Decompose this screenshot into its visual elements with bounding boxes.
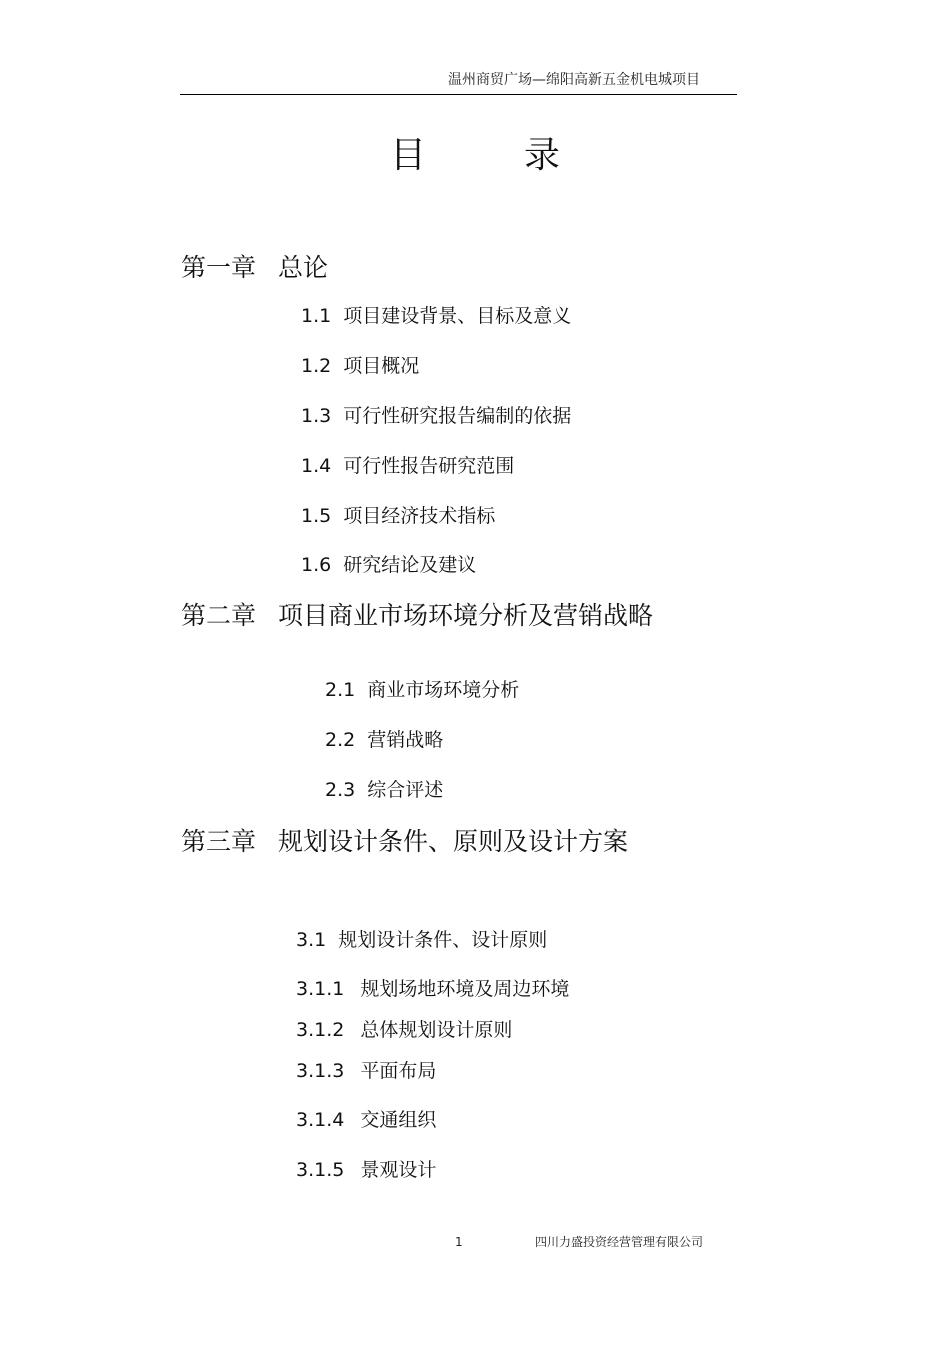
section-title: 商业市场环境分析 — [367, 679, 520, 701]
section-title: 可行性研究报告编制的依据 — [343, 405, 572, 427]
section-title: 交通组织 — [360, 1109, 437, 1131]
toc-section-2-1[interactable] — [325, 677, 519, 703]
chapter-label: 第一章 — [181, 253, 257, 282]
section-number: 1.4 — [301, 455, 332, 477]
section-number: 2.3 — [325, 779, 356, 801]
toc-section-2-2[interactable] — [325, 727, 443, 753]
section-number: 1.5 — [301, 505, 332, 527]
section-number: 1.2 — [301, 355, 332, 377]
section-title: 规划场地环境及周边环境 — [360, 978, 570, 1000]
header-divider — [180, 94, 737, 95]
section-title: 项目概况 — [343, 355, 420, 377]
section-number: 3.1 — [296, 929, 327, 951]
toc-section-2-3[interactable] — [325, 777, 443, 803]
chapter-title: 规划设计条件、原则及设计方案 — [278, 827, 629, 856]
footer-company: 四川力盛投资经营管理有限公司 — [535, 1235, 704, 1249]
page-title — [390, 132, 560, 180]
toc-section-3-1-5[interactable] — [296, 1157, 436, 1183]
title-char-2: 录 — [523, 135, 560, 176]
running-header: 温州商贸广场—绵阳高新五金机电城项目 — [448, 72, 700, 88]
page-number: 1 — [455, 1235, 463, 1249]
section-number: 1.6 — [301, 554, 332, 576]
chapter-label: 第二章 — [181, 601, 257, 630]
toc-section-1-6[interactable] — [301, 552, 476, 578]
section-title: 研究结论及建议 — [343, 554, 477, 576]
toc-section-3-1[interactable] — [296, 927, 547, 953]
section-title: 平面布局 — [360, 1060, 437, 1082]
section-number: 2.1 — [325, 679, 356, 701]
toc-section-1-5[interactable] — [301, 503, 495, 529]
toc-section-1-4[interactable] — [301, 453, 514, 479]
toc-section-1-1[interactable] — [301, 303, 571, 329]
toc-section-1-2[interactable] — [301, 353, 419, 379]
section-number: 3.1.3 — [296, 1060, 345, 1082]
section-number: 1.1 — [301, 305, 332, 327]
toc-chapter-1[interactable] — [181, 251, 328, 285]
section-number: 3.1.5 — [296, 1159, 345, 1181]
section-title: 可行性报告研究范围 — [343, 455, 515, 477]
title-char-1: 目 — [390, 135, 427, 176]
toc-section-3-1-1[interactable] — [296, 976, 569, 1002]
section-number: 3.1.4 — [296, 1109, 345, 1131]
section-number: 3.1.2 — [296, 1019, 345, 1041]
section-title: 总体规划设计原则 — [360, 1019, 513, 1041]
section-number: 2.2 — [325, 729, 356, 751]
toc-section-3-1-3[interactable] — [296, 1058, 436, 1084]
section-title: 规划设计条件、设计原则 — [338, 929, 548, 951]
section-number: 1.3 — [301, 405, 332, 427]
chapter-label: 第三章 — [181, 827, 257, 856]
section-title: 营销战略 — [367, 729, 444, 751]
chapter-title: 总论 — [278, 253, 329, 282]
toc-section-1-3[interactable] — [301, 403, 571, 429]
toc-chapter-2[interactable] — [181, 599, 653, 633]
toc-section-3-1-2[interactable] — [296, 1017, 512, 1043]
section-title: 综合评述 — [367, 779, 444, 801]
chapter-title: 项目商业市场环境分析及营销战略 — [278, 601, 654, 630]
section-title: 景观设计 — [360, 1159, 437, 1181]
section-title: 项目建设背景、目标及意义 — [343, 305, 572, 327]
toc-section-3-1-4[interactable] — [296, 1107, 436, 1133]
section-number: 3.1.1 — [296, 978, 345, 1000]
toc-chapter-3[interactable] — [181, 825, 628, 859]
section-title: 项目经济技术指标 — [343, 505, 496, 527]
